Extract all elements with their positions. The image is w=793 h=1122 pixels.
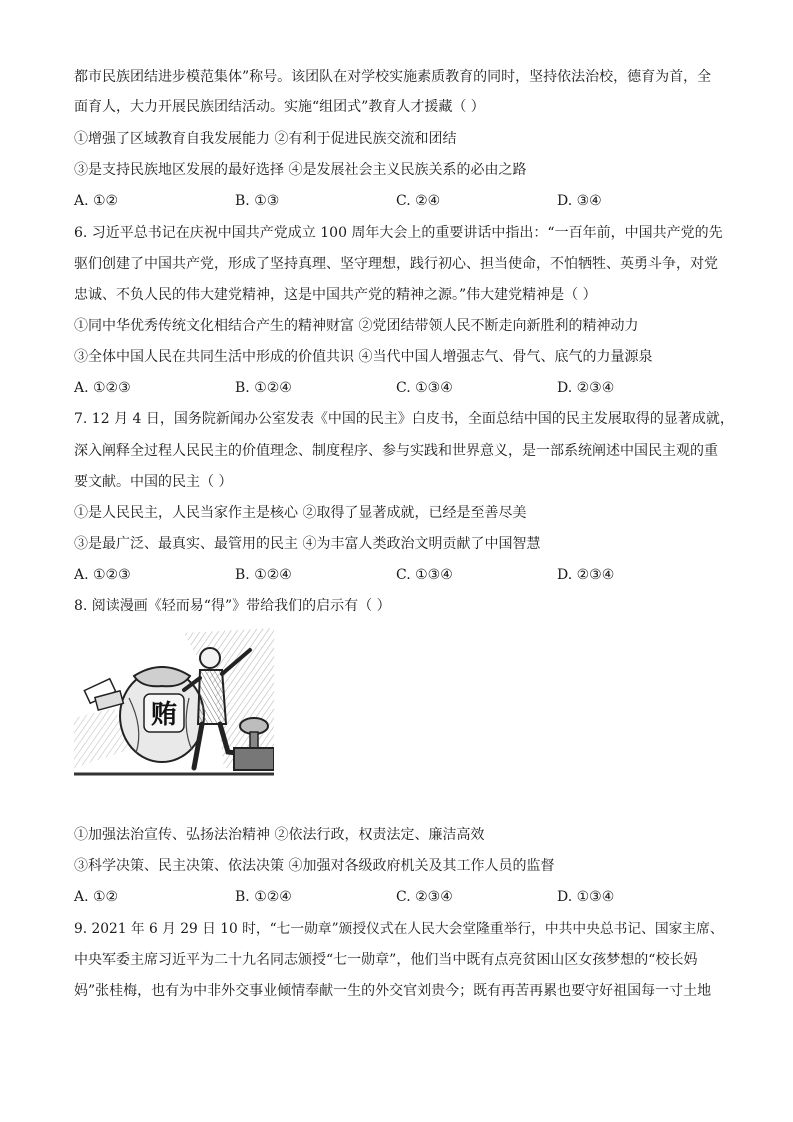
q5-stem-line-1: 都市民族团结进步模范集体”称号。该团队在对学校实施素质教育的同时，坚持依法治校，德育为首，全: [74, 69, 712, 85]
q5-statements-1: ①增强了区域教育自我发展能力 ②有利于促进民族交流和团结: [74, 131, 457, 147]
q5-option-d[interactable]: D. ③④: [557, 193, 602, 209]
q7-option-b[interactable]: B. ①②④: [235, 567, 292, 583]
q6-stem-line-2: 驱们创建了中国共产党，形成了坚持真理、坚守理想，践行初心、担当使命，不怕牺牲、英勇斗争，对党: [74, 256, 718, 272]
q8-statements-1: ①加强法治宣传、弘扬法治精神 ②依法行政，权责法定、廉洁高效: [74, 827, 485, 843]
cartoon-sack-label: 贿: [150, 700, 178, 730]
q6-stem-line-1: 6. 习近平总书记在庆祝中国共产党成立 100 周年大会上的重要讲话中指出：“一百年前，中国共产党的先: [74, 225, 723, 241]
q7-stem-line-3: 要文献。中国的民主（ ）: [74, 474, 233, 490]
q7-option-c[interactable]: C. ①③④: [396, 567, 453, 583]
q7-option-a[interactable]: A. ①②③: [74, 567, 131, 583]
q5-option-a[interactable]: A. ①②: [74, 193, 119, 209]
q8-stem-line-1: 8. 阅读漫画《轻而易“得”》带给我们的启示有（ ）: [74, 598, 391, 614]
q6-statements-1: ①同中华优秀传统文化相结合产生的精神财富 ②党团结带领人民不断走向新胜利的精神动力: [74, 318, 639, 334]
bribery-cartoon: [74, 628, 274, 778]
q5-option-b[interactable]: B. ①③: [235, 193, 280, 209]
q8-option-d[interactable]: D. ①③④: [557, 889, 615, 905]
q7-options: [74, 565, 734, 585]
q7-option-d[interactable]: D. ②③④: [557, 567, 615, 583]
q7-statements-1: ①是人民民主，人民当家作主是核心 ②取得了显著成就，已经是至善尽美: [74, 505, 527, 521]
q8-option-c[interactable]: C. ②③④: [396, 889, 453, 905]
q8-options: [74, 887, 734, 907]
cartoon-illustration: [74, 628, 274, 778]
q6-statements-2: ③全体中国人民在共同生活中形成的价值共识 ④当代中国人增强志气、骨气、底气的力量源泉: [74, 349, 653, 365]
q9-stem-line-3: 妈”张桂梅，也有为中非外交事业倾情奉献一生的外交官刘贵今；既有再苦再累也要守好祖国每一寸土地: [74, 983, 712, 999]
q5-option-c[interactable]: C. ②④: [396, 193, 441, 209]
q6-options: [74, 378, 734, 398]
q7-stem-line-1: 7. 12 月 4 日，国务院新闻办公室发表《中国的民主》白皮书，全面总结中国的民主发展取得的显著成就，: [74, 411, 734, 427]
q8-statements-2: ③科学决策、民主决策、依法决策 ④加强对各级政府机关及其工作人员的监督: [74, 858, 555, 874]
q5-stem-line-2: 面育人，大力开展民族团结活动。实施“组团式”教育人才援藏（ ）: [74, 99, 485, 115]
q6-option-d[interactable]: D. ②③④: [557, 380, 615, 396]
q8-option-b[interactable]: B. ①②④: [235, 889, 292, 905]
q6-option-a[interactable]: A. ①②③: [74, 380, 131, 396]
q5-statements-2: ③是支持民族地区发展的最好选择 ④是发展社会主义民族关系的必由之路: [74, 162, 527, 178]
q5-options: [74, 191, 734, 211]
q9-stem-line-2: 中央军委主席习近平为二十九名同志颁授“七一勋章”，他们当中既有点亮贫困山区女孩梦想的“校长妈: [74, 952, 698, 968]
q8-option-a[interactable]: A. ①②: [74, 889, 119, 905]
q7-stem-line-2: 深入阐释全过程人民民主的价值理念、制度程序、参与实践和世界意义，是一部系统阐述中国民主观的重: [74, 443, 718, 459]
q9-stem-line-1: 9. 2021 年 6 月 29 日 10 时，“七一勋章”颁授仪式在人民大会堂隆重举行，中共中央总书记、国家主席、: [74, 921, 724, 937]
q6-option-b[interactable]: B. ①②④: [235, 380, 292, 396]
q6-option-c[interactable]: C. ①③④: [396, 380, 453, 396]
q7-statements-2: ③是最广泛、最真实、最管用的民主 ④为丰富人类政治文明贡献了中国智慧: [74, 536, 541, 552]
q6-stem-line-3: 忠诚、不负人民的伟大建党精神，这是中国共产党的精神之源。”伟大建党精神是（ ）: [74, 287, 597, 303]
